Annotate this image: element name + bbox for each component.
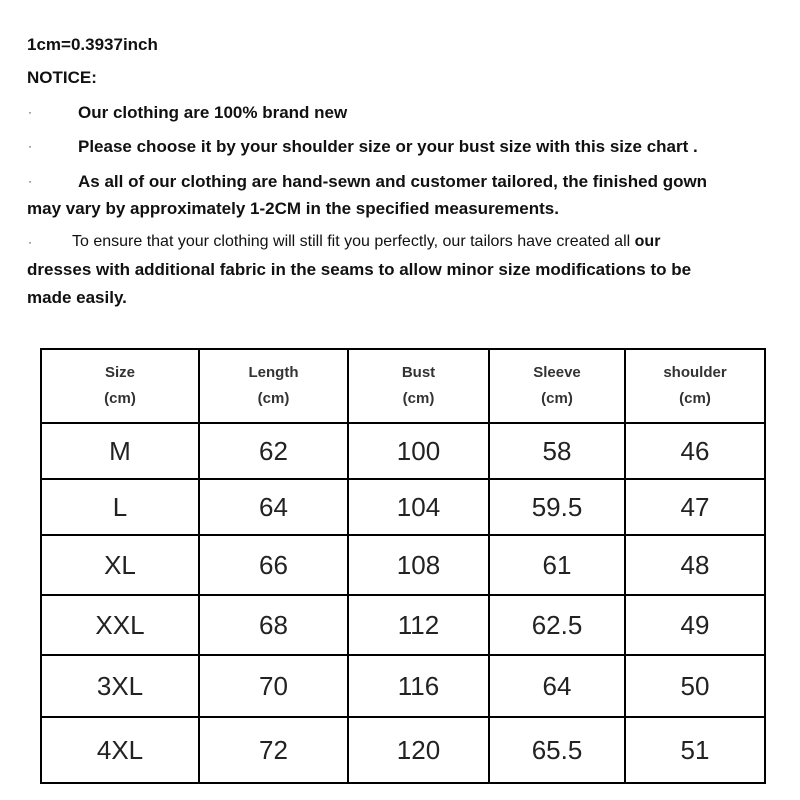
cell-length: 68	[199, 595, 348, 655]
cell-bust: 112	[348, 595, 489, 655]
note-choose-size: Please choose it by your shoulder size or your bust size with this size chart .	[78, 137, 698, 156]
cell-size: XL	[41, 535, 199, 595]
cell-size: L	[41, 479, 199, 535]
cell-bust: 108	[348, 535, 489, 595]
table-row	[41, 535, 765, 595]
cell-shoulder: 50	[625, 655, 765, 717]
cell-shoulder: 48	[625, 535, 765, 595]
cell-shoulder: 49	[625, 595, 765, 655]
bullet-3: ·	[28, 174, 32, 188]
header-size-unit: (cm)	[104, 390, 136, 407]
cell-shoulder: 47	[625, 479, 765, 535]
header-bust-name: Bust	[401, 364, 436, 381]
cell-length: 72	[199, 717, 348, 783]
note-fit-line2: dresses with additional fabric in the seams to allow minor size modifications to be	[27, 260, 692, 279]
header-shoulder-name: shoulder	[663, 364, 727, 381]
cell-length: 62	[199, 423, 348, 479]
unit-conversion: 1cm=0.3937inch	[27, 35, 158, 54]
bullet-4: ·	[28, 235, 32, 249]
table-row	[41, 423, 765, 479]
cell-sleeve: 62.5	[489, 595, 625, 655]
cell-bust: 104	[348, 479, 489, 535]
table-row	[41, 717, 765, 783]
header-shoulder	[625, 349, 765, 423]
note-fit-line3: made easily.	[27, 288, 127, 307]
cell-sleeve: 59.5	[489, 479, 625, 535]
bullet-2: ·	[28, 139, 32, 153]
header-size-name: Size	[104, 364, 135, 381]
note-hand-sewn-line2: may vary by approximately 1-2CM in the specified measurements.	[27, 199, 559, 218]
cell-bust: 100	[348, 423, 489, 479]
table-row	[41, 655, 765, 717]
header-length	[199, 349, 348, 423]
size-chart-table	[40, 348, 766, 784]
note-fit-line1-regular: To ensure that your clothing will still fit you perfectly, our tailors have created all	[72, 233, 631, 250]
header-bust	[348, 349, 489, 423]
cell-sleeve: 65.5	[489, 717, 625, 783]
cell-size: M	[41, 423, 199, 479]
table-row	[41, 479, 765, 535]
note-hand-sewn-line1: As all of our clothing are hand-sewn and customer tailored, the finished gown	[78, 172, 708, 191]
cell-shoulder: 51	[625, 717, 765, 783]
cell-shoulder: 46	[625, 423, 765, 479]
table-header-row	[41, 349, 765, 423]
header-sleeve	[489, 349, 625, 423]
cell-sleeve: 61	[489, 535, 625, 595]
cell-length: 66	[199, 535, 348, 595]
cell-sleeve: 58	[489, 423, 625, 479]
header-sleeve-name: Sleeve	[533, 364, 581, 381]
cell-size: 4XL	[41, 717, 199, 783]
note-brand-new: Our clothing are 100% brand new	[78, 103, 348, 122]
cell-length: 64	[199, 479, 348, 535]
header-sleeve-unit: (cm)	[541, 390, 573, 407]
cell-size: XXL	[41, 595, 199, 655]
table-row	[41, 595, 765, 655]
notice-heading: NOTICE:	[27, 68, 97, 87]
cell-bust: 120	[348, 717, 489, 783]
header-length-unit: (cm)	[257, 390, 290, 407]
cell-length: 70	[199, 655, 348, 717]
header-size	[41, 349, 199, 423]
note-fit-line1	[72, 233, 660, 251]
header-shoulder-unit: (cm)	[679, 390, 711, 407]
header-length-name: Length	[248, 364, 299, 381]
note-fit-line1-bold: our	[634, 233, 661, 250]
bullet-1: ·	[28, 105, 32, 119]
cell-sleeve: 64	[489, 655, 625, 717]
cell-bust: 116	[348, 655, 489, 717]
cell-size: 3XL	[41, 655, 199, 717]
header-bust-unit: (cm)	[402, 390, 435, 407]
